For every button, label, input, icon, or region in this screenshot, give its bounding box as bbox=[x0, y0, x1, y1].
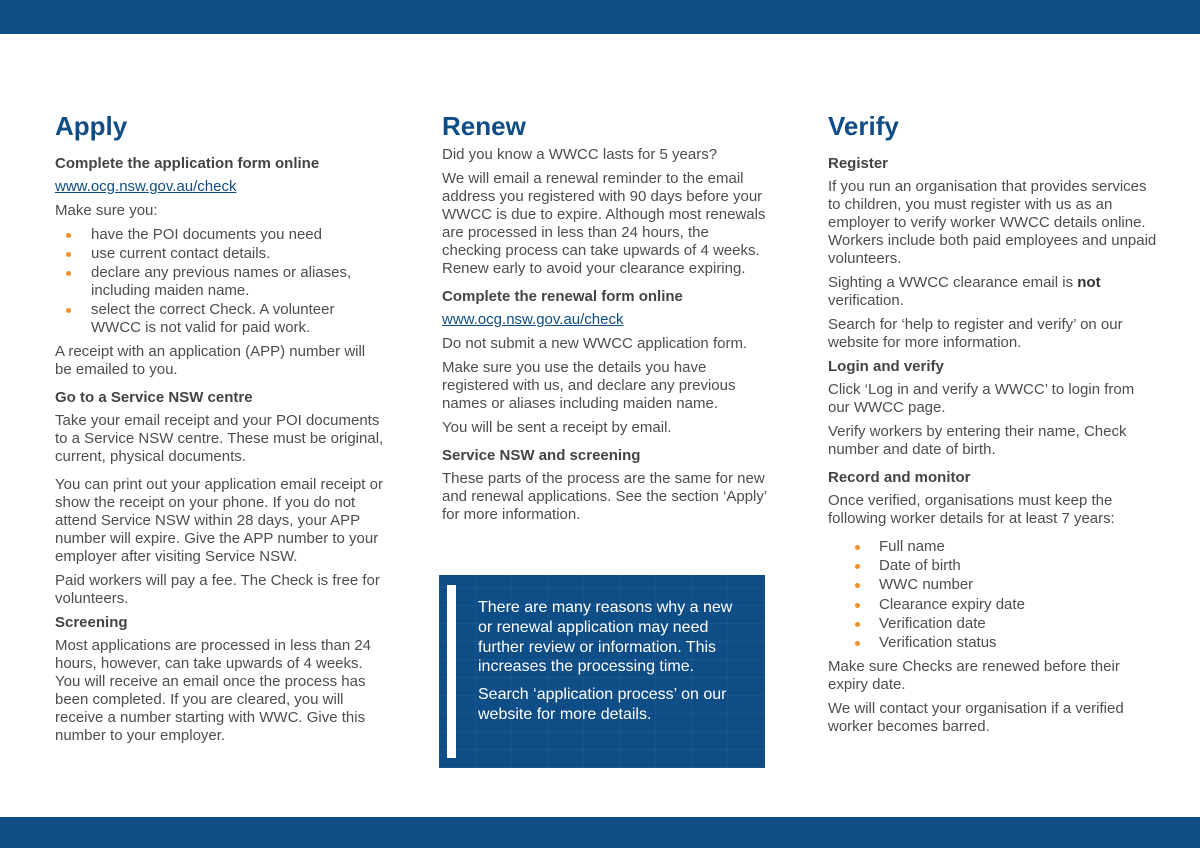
list-item: select the correct Check. A volunteer WWCC is not valid for paid work. bbox=[55, 301, 385, 337]
verify-text-3: Search for ‘help to register and verify’ on our website for more information. bbox=[828, 316, 1123, 351]
verify-text-5: Verify workers by entering their name, Check number and date of birth. bbox=[828, 423, 1127, 458]
list-item: Full name bbox=[828, 538, 1158, 556]
renew-text-5: You will be sent a receipt by email. bbox=[442, 419, 672, 436]
apply-screening-text: Most applications are processed in less than 24 hours, however, can take upwards of 4 weeks. You will receive an email once the process has been completed. If you are cleared, you will receive a number starting with WWC. Give this number to your employer. bbox=[55, 637, 372, 744]
renew-text-1: Did you know a WWCC lasts for 5 years? bbox=[442, 146, 718, 163]
verify-column bbox=[828, 108, 1158, 742]
verify-text-6: Once verified, organisations must keep the following worker details for at least 7 years: bbox=[828, 492, 1115, 527]
apply-service-subheading: Go to a Service NSW centre bbox=[55, 389, 253, 406]
apply-service-text-3: Paid workers will pay a fee. The Check is free for volunteers. bbox=[55, 572, 380, 607]
apply-service-text-2: You can print out your application email receipt or show the receipt on your phone. If you do not attend Service NSW within 28 days, your APP number will expire. Give the APP number to your employer after visiting Service NSW. bbox=[55, 476, 383, 565]
verify-text-4: Click ‘Log in and verify a WWCC’ to login from our WWCC page. bbox=[828, 381, 1135, 416]
list-item: Date of birth bbox=[828, 557, 1158, 575]
list-item: WWC number bbox=[828, 576, 1158, 594]
verify-text-7: Make sure Checks are renewed before their expiry date. bbox=[828, 657, 1120, 693]
verify-text-1: If you run an organisation that provides services to children, you must register with us as an employer to verify worker WWCC details online. Workers include both paid employees and unpaid volunteers. bbox=[828, 178, 1157, 267]
bullet-icon bbox=[66, 233, 71, 238]
verify-register-subheading: Register bbox=[828, 155, 889, 172]
top-banner bbox=[0, 0, 1200, 34]
list-item: declare any previous names or aliases, including maiden name. bbox=[55, 264, 385, 300]
apply-check-link[interactable]: www.ocg.nsw.gov.au/check bbox=[55, 178, 237, 195]
list-item: Verification status bbox=[828, 634, 1158, 652]
renew-text-6: These parts of the process are the same for new and renewal applications. See the section ‘Apply’ for more information. bbox=[442, 470, 767, 523]
bullet-icon bbox=[855, 583, 860, 588]
apply-column bbox=[55, 108, 385, 751]
bullet-icon bbox=[855, 545, 860, 550]
verify-details-list bbox=[828, 538, 1158, 652]
renew-text-3: Do not submit a new WWCC application form. bbox=[442, 335, 748, 352]
bullet-icon bbox=[66, 308, 71, 313]
renew-heading: Renew bbox=[442, 111, 526, 141]
list-item: have the POI documents you need bbox=[55, 226, 385, 244]
bullet-icon bbox=[855, 622, 860, 627]
bullet-icon bbox=[855, 564, 860, 569]
apply-service-text-1: Take your email receipt and your POI documents to a Service NSW centre. These must be original, current, physical documents. bbox=[55, 412, 384, 465]
apply-screening-subheading: Screening bbox=[55, 614, 128, 631]
list-item: Verification date bbox=[828, 615, 1158, 633]
verify-login-subheading: Login and verify bbox=[828, 358, 944, 375]
apply-online-subheading: Complete the application form online bbox=[55, 155, 320, 172]
renew-service-subheading: Service NSW and screening bbox=[442, 447, 641, 464]
bullet-icon bbox=[66, 271, 71, 276]
list-item: Clearance expiry date bbox=[828, 596, 1158, 614]
apply-receipt-text: A receipt with an application (APP) number will be emailed to you. bbox=[55, 343, 366, 378]
apply-requirements-list bbox=[55, 226, 385, 337]
renew-text-4: Make sure you use the details you have registered with us, and declare any previous names or aliases including maiden name. bbox=[442, 359, 736, 412]
bullet-icon bbox=[66, 252, 71, 257]
callout-text-1: There are many reasons why a new or renewal application may need further review or information. This increases the processing time. bbox=[478, 599, 733, 676]
bottom-banner bbox=[0, 817, 1200, 848]
verify-text-8: We will contact your organisation if a verified worker becomes barred. bbox=[828, 699, 1124, 735]
renew-column bbox=[442, 108, 772, 530]
apply-heading: Apply bbox=[55, 111, 128, 141]
verify-record-subheading: Record and monitor bbox=[828, 469, 971, 486]
bullet-icon bbox=[855, 603, 860, 608]
callout-text-2: Search ‘application process’ on our website for more details. bbox=[478, 686, 727, 723]
verify-heading: Verify bbox=[828, 111, 899, 141]
renew-online-subheading: Complete the renewal form online bbox=[442, 288, 683, 305]
apply-make-sure-text: Make sure you: bbox=[55, 202, 158, 219]
renew-check-link[interactable]: www.ocg.nsw.gov.au/check bbox=[442, 311, 624, 328]
callout-accent-bar bbox=[447, 585, 456, 758]
bullet-icon bbox=[855, 641, 860, 646]
renew-text-2: We will email a renewal reminder to the email address you registered with 90 days before your WWCC is due to expire. Although most renewals are processed in less than 24 hours, the checking process can take upwards of 4 weeks. Renew early to avoid your clearance expiring. bbox=[442, 170, 766, 277]
list-item: use current contact details. bbox=[55, 245, 385, 263]
info-callout bbox=[439, 575, 765, 768]
verify-text-2: Sighting a WWCC clearance email is not verification. bbox=[828, 274, 1101, 309]
